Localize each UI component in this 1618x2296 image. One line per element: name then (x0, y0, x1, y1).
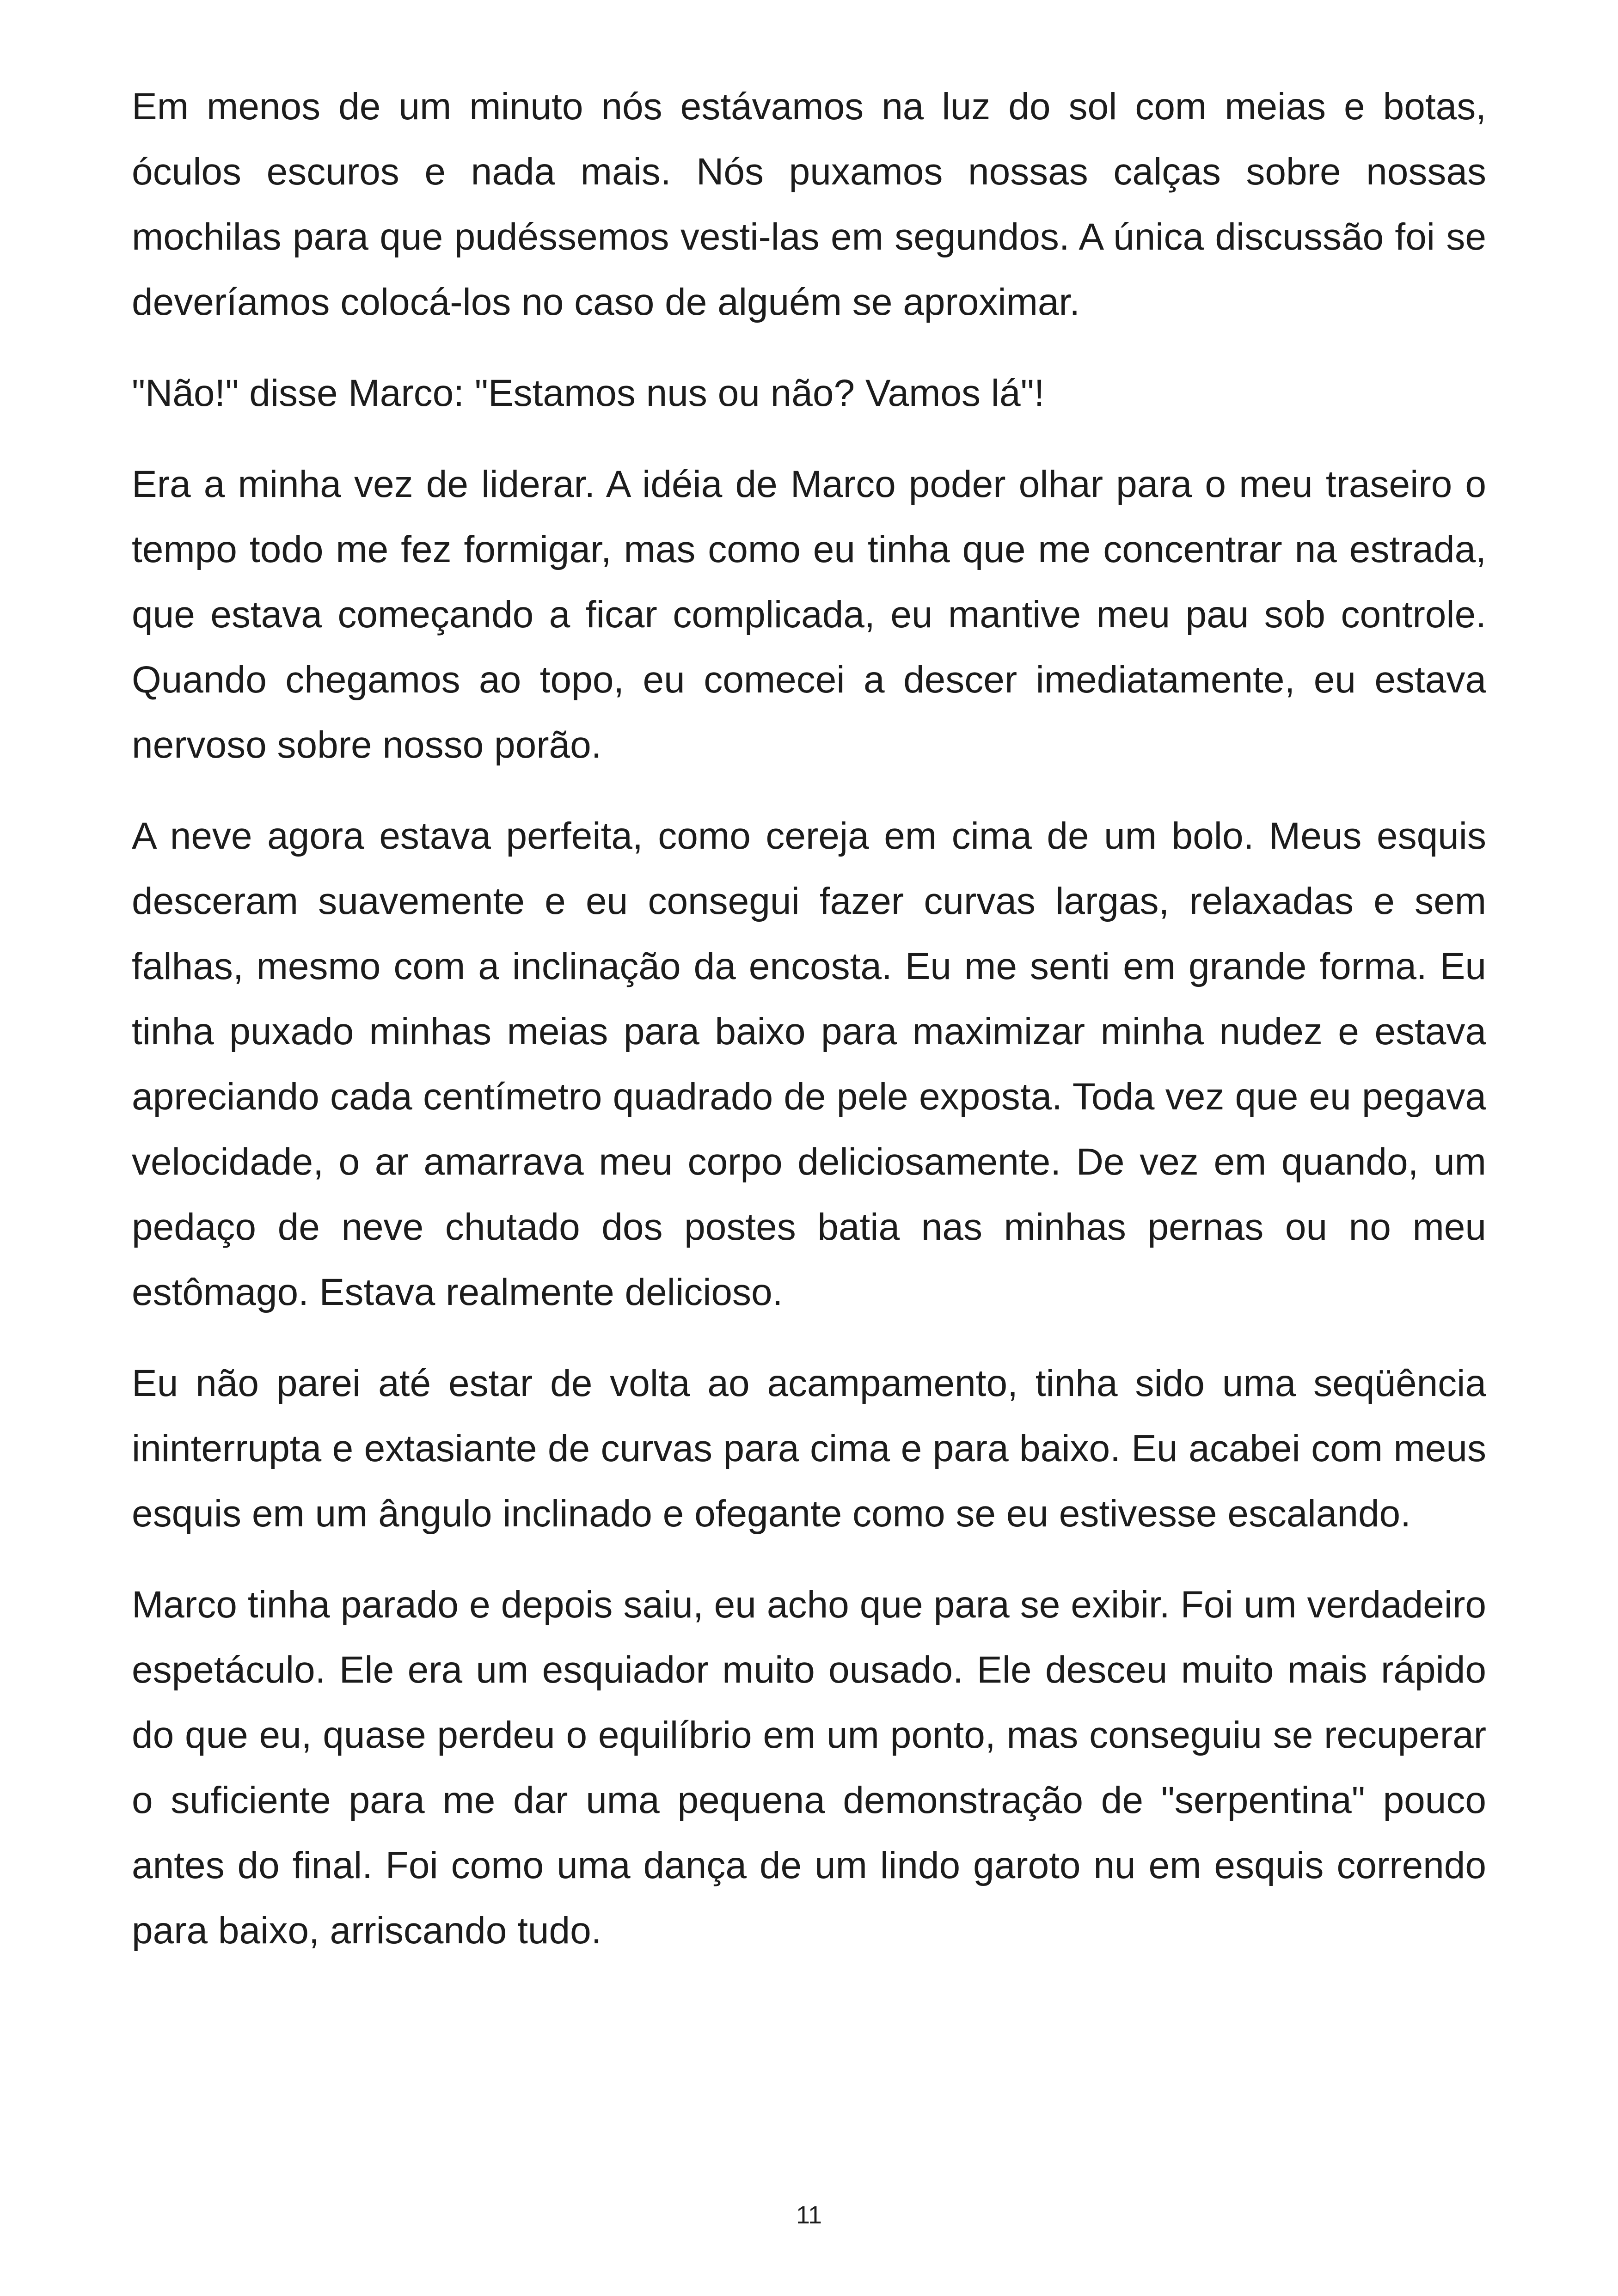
body-text (132, 74, 1486, 1989)
paragraph-1: Em menos de um minuto nós estávamos na luz do sol com meias e botas, óculos escuros e nada mais. Nós puxamos nossas calças sobre nossas mochilas para que pudéssemos vesti-las em segundos. A única discussão foi se deveríamos colocá-los no caso de alguém se aproximar. (132, 86, 1486, 323)
paragraph-5: Eu não parei até estar de volta ao acampamento, tinha sido uma seqüência ininterrupta e extasiante de curvas para cima e para baixo. Eu acabei com meus esquis em um ângulo inclinado e ofegante como se eu estivesse escalando. (132, 1362, 1486, 1535)
paragraph-4: A neve agora estava perfeita, como cereja em cima de um bolo. Meus esquis desceram suavemente e eu consegui fazer curvas largas, relaxadas e sem falhas, mesmo com a inclinação da encosta. Eu me senti em grande forma. Eu tinha puxado minhas meias para baixo para maximizar minha nudez e estava apreciando cada centímetro quadrado de pele exposta. Toda vez que eu pegava velocidade, o ar amarrava meu corpo deliciosamente. De vez em quando, um pedaço de neve chutado dos postes batia nas minhas pernas ou no meu estômago. Estava realmente delicioso. (132, 815, 1486, 1313)
paragraph-3: Era a minha vez de liderar. A idéia de Marco poder olhar para o meu traseiro o tempo todo me fez formigar, mas como eu tinha que me concentrar na estrada, que estava começando a ficar complicada, eu mantive meu pau sob controle. Quando chegamos ao topo, eu comecei a descer imediatamente, eu estava nervoso sobre nosso porão. (132, 463, 1486, 766)
paragraph-2: "Não!" disse Marco: "Estamos nus ou não? Vamos lá"! (132, 372, 1045, 414)
page-number: 11 (796, 2201, 822, 2229)
paragraph-6: Marco tinha parado e depois saiu, eu acho que para se exibir. Foi um verdadeiro espetáculo. Ele era um esquiador muito ousado. Ele desceu muito mais rápido do que eu, quase perdeu o equilíbrio em um ponto, mas conseguiu se recuperar o suficiente para me dar uma pequena demonstração de "serpentina" pouco antes do final. Foi como uma dança de um lindo garoto nu em esquis correndo para baixo, arriscando tudo. (132, 1584, 1486, 1952)
